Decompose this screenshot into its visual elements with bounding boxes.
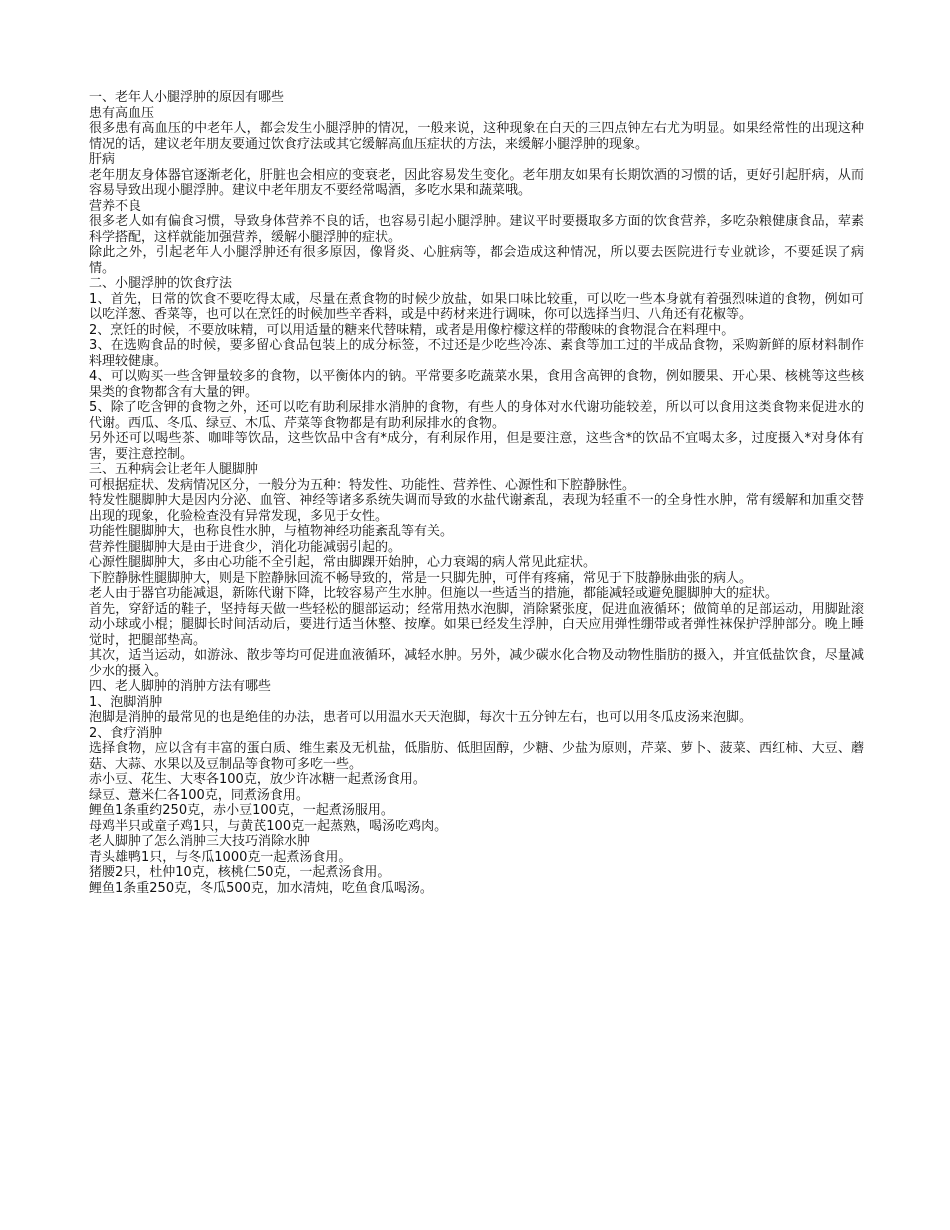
subheading-diet-therapy: 2、食疗消肿 <box>89 725 163 741</box>
paragraph: 可根据症状、发病情况区分，一般分为五种：特发性、功能性、营养性、心源性和下腔静脉性。 <box>89 477 636 493</box>
paragraph: 下腔静脉性腿脚肿大，则是下腔静脉回流不畅导致的，常是一只脚先肿，可伴有疼痛，常见于下肢静脉曲张的病人。 <box>89 570 753 586</box>
paragraph: 除此之外，引起老年人小腿浮肿还有很多原因，像肾炎、心脏病等，都会造成这种情况，所以要去医院进行专业就诊，不要延误了病情。 <box>89 245 864 276</box>
paragraph: 2、烹饪的时候，不要放味精，可以用适量的糖来代替味精，或者是用像柠檬这样的带酸味的食物混合在料理中。 <box>89 322 735 338</box>
recipe-item: 鲤鱼1条重约250克，赤小豆100克，一起煮汤服用。 <box>89 803 394 818</box>
recipe-item: 绿豆、薏米仁各100克，同煮汤食用。 <box>89 787 309 803</box>
recipe-item: 鲤鱼1条重250克，冬瓜500克，加水清炖，吃鱼食瓜喝汤。 <box>89 880 433 896</box>
subheading-hypertension: 患有高血压 <box>89 105 155 121</box>
section-heading-five-diseases: 三、五种病会让老年人腿脚肿 <box>89 462 259 477</box>
paragraph: 特发性腿脚肿大是因内分泌、血管、神经等诸多系统失调而导致的水盐代谢紊乱，表现为轻重不一的全身性水肿，常有缓解和加重交替出现的现象，化验检查没有异常发现，多见于女性。 <box>89 493 864 524</box>
recipe-item: 母鸡半只或童子鸡1只，与黄芪100克一起蒸熟，喝汤吃鸡肉。 <box>89 818 448 834</box>
paragraph: 1、首先，日常的饮食不要吃得太咸，尽量在煮食物的时候少放盐，如果口味比较重，可以吃一些本身就有着强烈味道的食物，例如可以吃洋葱、香菜等，也可以在烹饪的时候加些辛香料，或是中药材来进行调味，你可以选择当归、八角还有花椒等。 <box>89 291 864 322</box>
subheading-three-tips: 老人脚肿了怎么消肿三大技巧消除水肿 <box>89 834 311 849</box>
paragraph: 3、在选购食品的时候，要多留心食品包装上的成分标签，不过还是少吃些冷冻、素食等加工过的半成品食物，采购新鲜的原材料制作料理较健康。 <box>89 338 864 369</box>
paragraph: 营养性腿脚肿大是由于进食少，消化功能减弱引起的。 <box>89 539 402 555</box>
paragraph: 功能性腿脚肿大，也称良性水肿，与植物神经功能紊乱等有关。 <box>89 524 454 539</box>
paragraph: 5、除了吃含钾的食物之外，还可以吃有助利尿排水消肿的食物，有些人的身体对水代谢功能较差，所以可以食用这类食物来促进水的代谢。西瓜、冬瓜、绿豆、木瓜、芹菜等食物都是有助利尿排水的食物。 <box>89 400 864 431</box>
subheading-liver-disease: 肝病 <box>89 152 116 167</box>
paragraph: 很多老人如有偏食习惯，导致身体营养不良的话，也容易引起小腿浮肿。建议平时要摄取多方面的饮食营养，多吃杂粮健康食品，荤素科学搭配，这样就能加强营养，缓解小腿浮肿的症状。 <box>89 214 864 245</box>
paragraph: 其次，适当运动，如游泳、散步等均可促进血液循环，减轻水肿。另外，减少碳水化合物及动物性脂肪的摄入，并宜低盐饮食，尽量减少水的摄入。 <box>89 648 864 679</box>
paragraph: 泡脚是消肿的最常见的也是绝佳的办法，患者可以用温水天天泡脚，每次十五分钟左右，也可以用冬瓜皮汤来泡脚。 <box>89 710 753 725</box>
paragraph: 心源性腿脚肿大，多由心功能不全引起，常由脚踝开始肿，心力衰竭的病人常见此症状。 <box>89 555 597 570</box>
article-body <box>89 90 864 896</box>
section-heading-causes: 一、老年人小腿浮肿的原因有哪些 <box>89 90 285 105</box>
section-heading-remedies: 四、老人脚肿的消肿方法有哪些 <box>89 679 272 694</box>
paragraph: 首先，穿舒适的鞋子，坚持每天做一些轻松的腿部运动；经常用热水泡脚，消除紧张度，促进血液循环；做简单的足部运动，用脚趾滚动小球或小棍；腿脚长时间活动后，要进行适当休整、按摩。如果已经发生浮肿，白天应用弹性绷带或者弹性袜保护浮肿部分。晚上睡觉时，把腿部垫高。 <box>89 601 864 648</box>
paragraph: 另外还可以喝些茶、咖啡等饮品，这些饮品中含有*成分，有利尿作用，但是要注意，这些含*的饮品不宜喝太多，过度摄入*对身体有害，要注意控制。 <box>89 431 864 462</box>
recipe-item: 赤小豆、花生、大枣各100克，放少许冰糖一起煮汤食用。 <box>89 772 426 787</box>
paragraph: 4、可以购买一些含钾量较多的食物，以平衡体内的钠。平常要多吃蔬菜水果，食用含高钾的食物，例如腰果、开心果、核桃等这些核果类的食物都含有大量的钾。 <box>89 369 864 400</box>
subheading-foot-soak: 1、泡脚消肿 <box>89 694 163 710</box>
paragraph: 选择食物，应以含有丰富的蛋白质、维生素及无机盐，低脂肪、低胆固醇，少糖、少盐为原则，芹菜、萝卜、菠菜、西红柿、大豆、蘑菇、大蒜、水果以及豆制品等食物可多吃一些。 <box>89 741 864 772</box>
section-heading-diet: 二、小腿浮肿的饮食疗法 <box>89 276 233 291</box>
subheading-malnutrition: 营养不良 <box>89 198 142 214</box>
recipe-item: 猪腰2只，杜仲10克，核桃仁50克，一起煮汤食用。 <box>89 865 391 880</box>
recipe-item: 青头雄鸭1只，与冬瓜1000克一起煮汤食用。 <box>89 849 352 865</box>
paragraph: 老年朋友身体器官逐渐老化，肝脏也会相应的变衰老，因此容易发生变化。老年朋友如果有长期饮酒的习惯的话，更好引起肝病，从而容易导致出现小腿浮肿。建议中老年朋友不要经常喝酒，多吃水果和蔬菜哦。 <box>89 167 864 198</box>
paragraph: 很多患有高血压的中老年人，都会发生小腿浮肿的情况，一般来说，这种现象在白天的三四点钟左右尤为明显。如果经常性的出现这种情况的话，建议老年朋友要通过饮食疗法或其它缓解高血压症状的方法，来缓解小腿浮肿的现象。 <box>89 121 864 152</box>
paragraph: 老人由于器官功能减退，新陈代谢下降，比较容易产生水肿。但施以一些适当的措施，都能减轻或避免腿脚肿大的症状。 <box>89 586 779 601</box>
